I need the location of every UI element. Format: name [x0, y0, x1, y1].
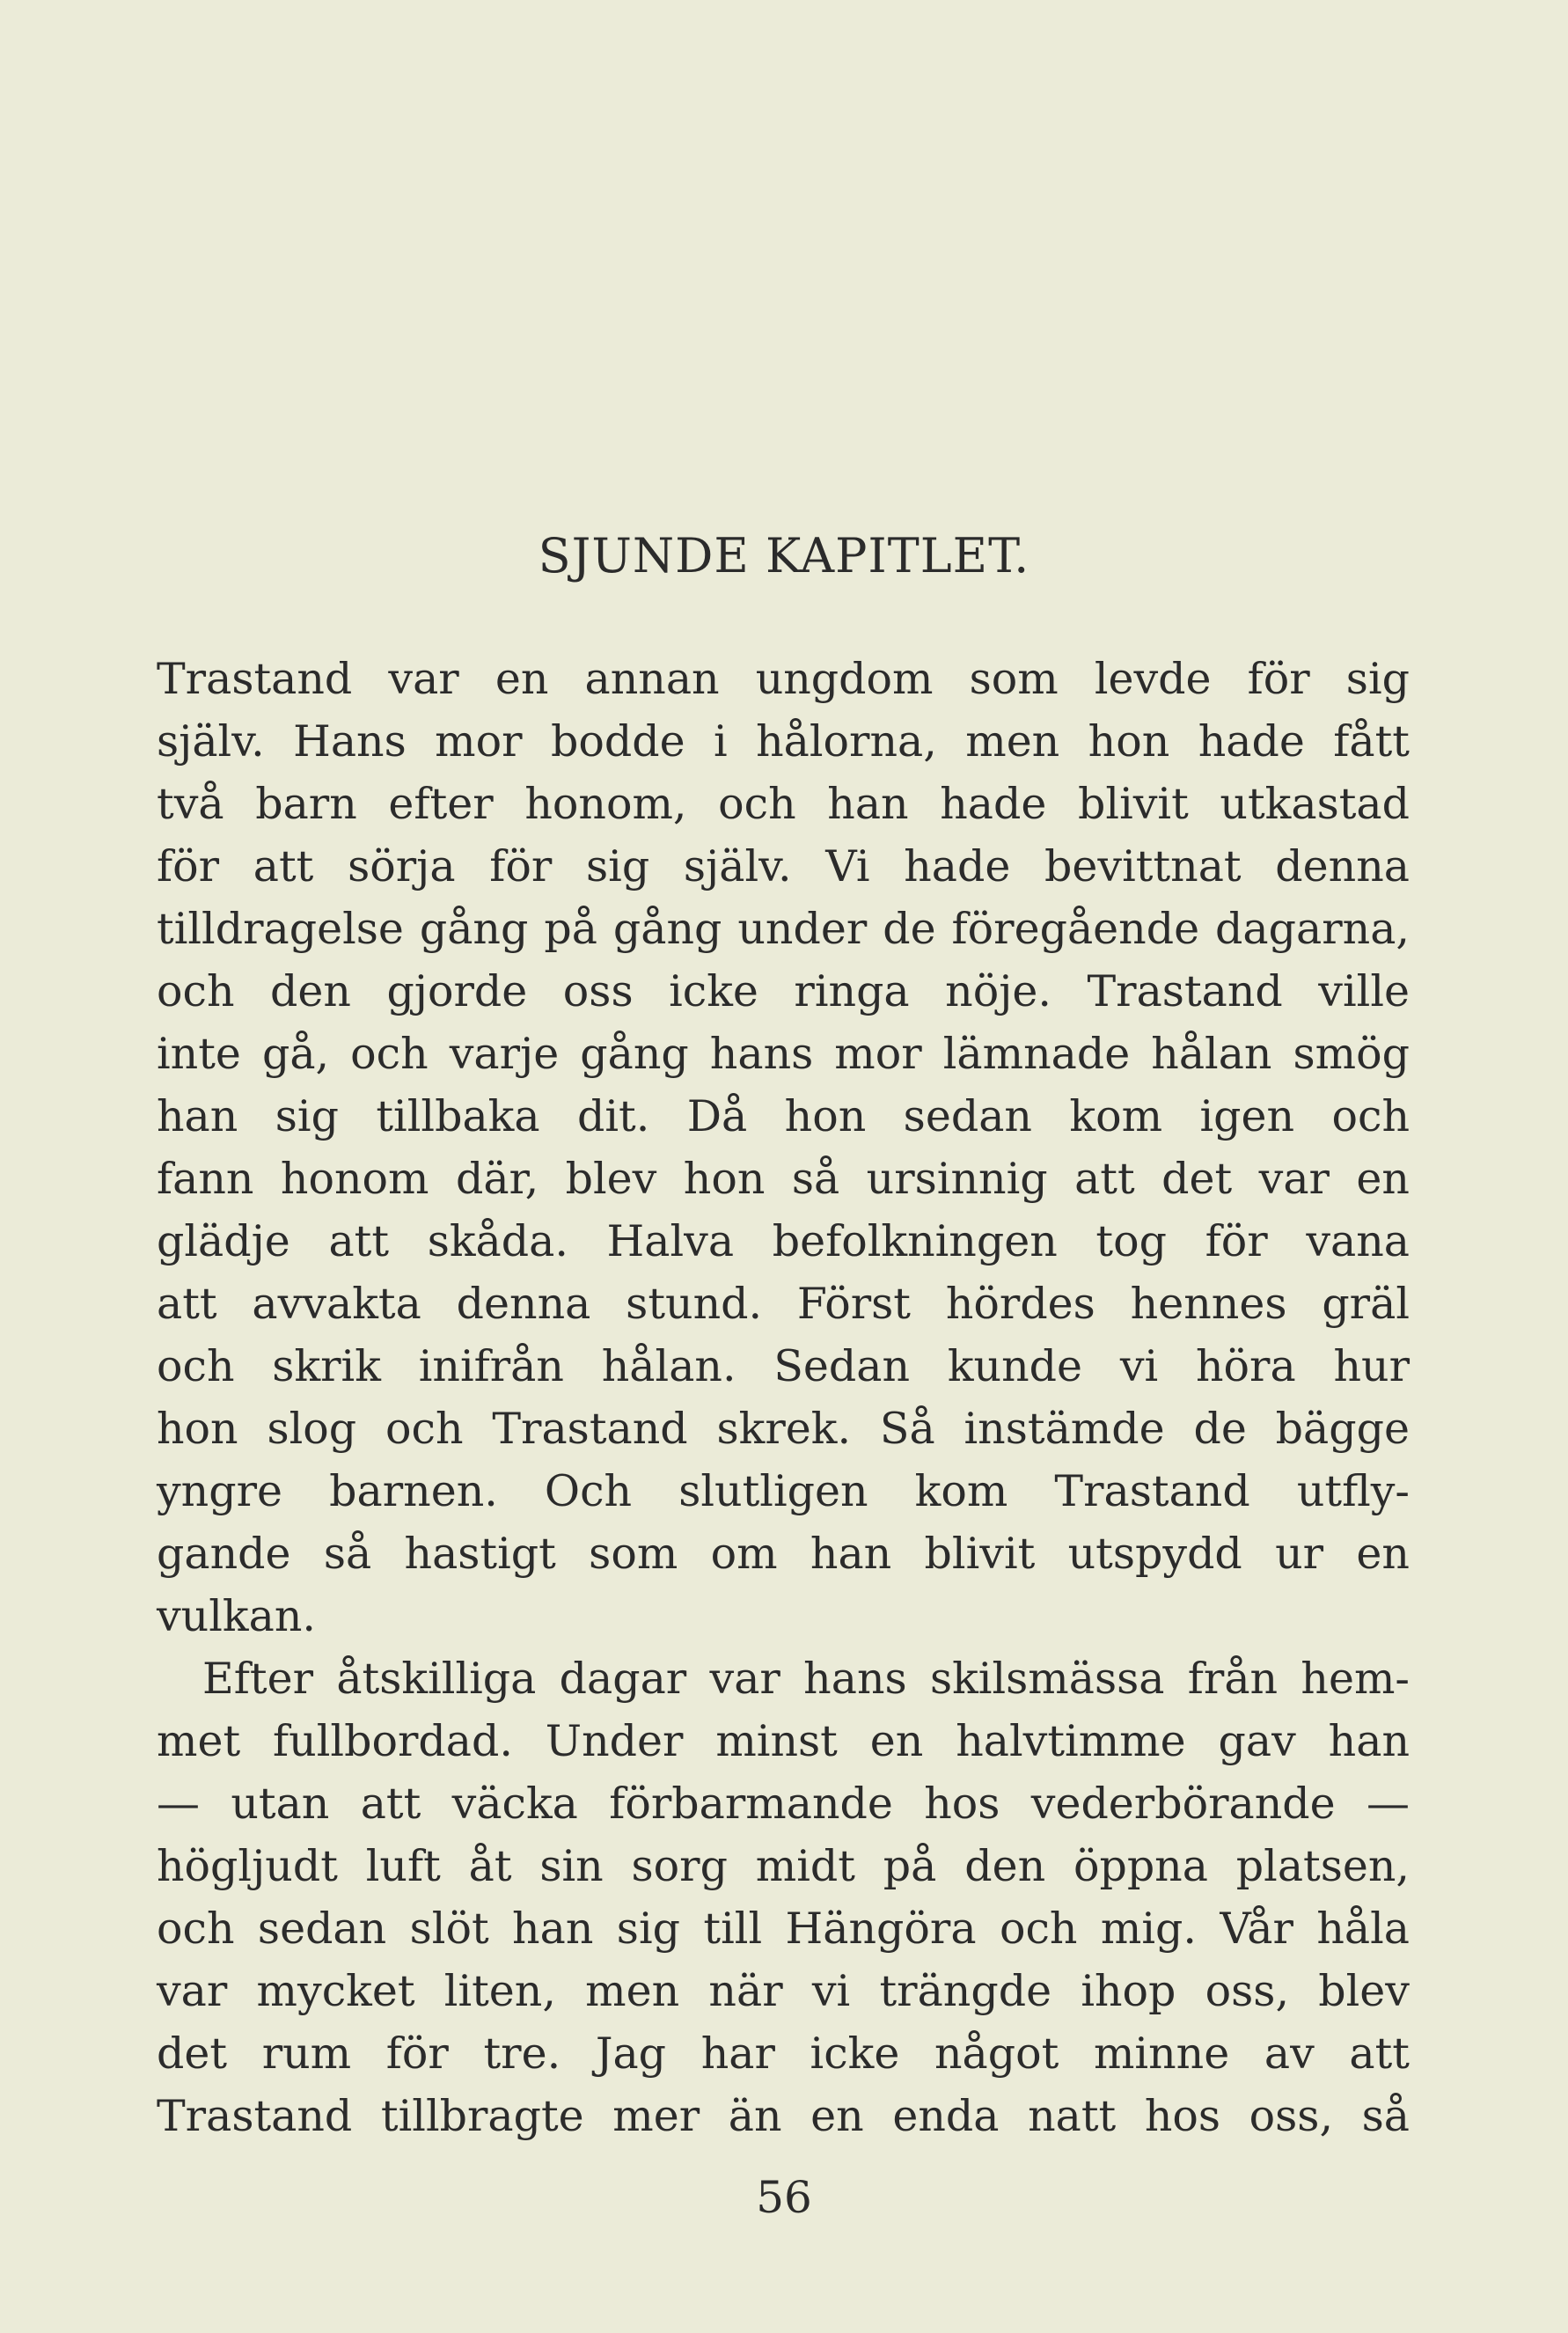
text-line: hon slog och Trastand skrek. Så instämde de bägge — [157, 1404, 1410, 1454]
text-line: inte gå, och varje gång hans mor lämnade hålan smög — [157, 1029, 1410, 1079]
text-line: själv. Hans mor bodde i hålorna, men hon hade fått — [157, 716, 1410, 767]
body-text — [157, 648, 1410, 2147]
text-line: gande så hastigt som om han blivit utspydd ur en — [157, 1529, 1410, 1579]
text-line: var mycket liten, men när vi trängde ihop oss, blev — [157, 1966, 1410, 2016]
text-line: yngre barnen. Och slutligen kom Trastand utfly- — [157, 1466, 1410, 1516]
text-line: Trastand tillbragte mer än en enda natt hos oss, så — [157, 2091, 1410, 2141]
text-line: glädje att skåda. Halva befolkningen tog för vana — [157, 1216, 1410, 1266]
text-line: han sig tillbaka dit. Då hon sedan kom igen och — [157, 1091, 1410, 1141]
text-line: fann honom där, blev hon så ursinnig att det var en — [157, 1154, 1410, 1204]
text-line: Efter åtskilliga dagar var hans skilsmässa från hem- — [202, 1654, 1410, 1704]
text-line: Trastand var en annan ungdom som levde för sig — [157, 654, 1410, 704]
text-line: — utan att väcka förbarmande hos vederbörande — — [157, 1779, 1410, 1829]
text-line: met fullbordad. Under minst en halvtimme gav han — [157, 1716, 1410, 1766]
text-line: och sedan slöt han sig till Hängöra och mig. Vår håla — [157, 1904, 1410, 1954]
text-line: tilldragelse gång på gång under de föregående dagarna, — [157, 904, 1410, 954]
paragraph-1 — [157, 648, 1410, 1647]
text-line: vulkan. — [157, 1591, 316, 1641]
text-line: att avvakta denna stund. Först hördes hennes gräl — [157, 1279, 1410, 1329]
chapter-title: SJUNDE KAPITLET. — [538, 528, 1030, 583]
text-line: högljudt luft åt sin sorg midt på den öppna platsen, — [157, 1841, 1410, 1891]
paragraph-2 — [157, 1647, 1410, 2147]
text-line: två barn efter honom, och han hade blivit utkastad — [157, 779, 1410, 829]
text-line: och den gjorde oss icke ringa nöje. Trastand ville — [157, 966, 1410, 1016]
text-line: och skrik inifrån hålan. Sedan kunde vi höra hur — [157, 1341, 1410, 1391]
page-number: 56 — [756, 2172, 812, 2223]
text-line: det rum för tre. Jag har icke något minne av att — [157, 2029, 1410, 2079]
text-line: för att sörja för sig själv. Vi hade bevittnat denna — [157, 841, 1410, 891]
